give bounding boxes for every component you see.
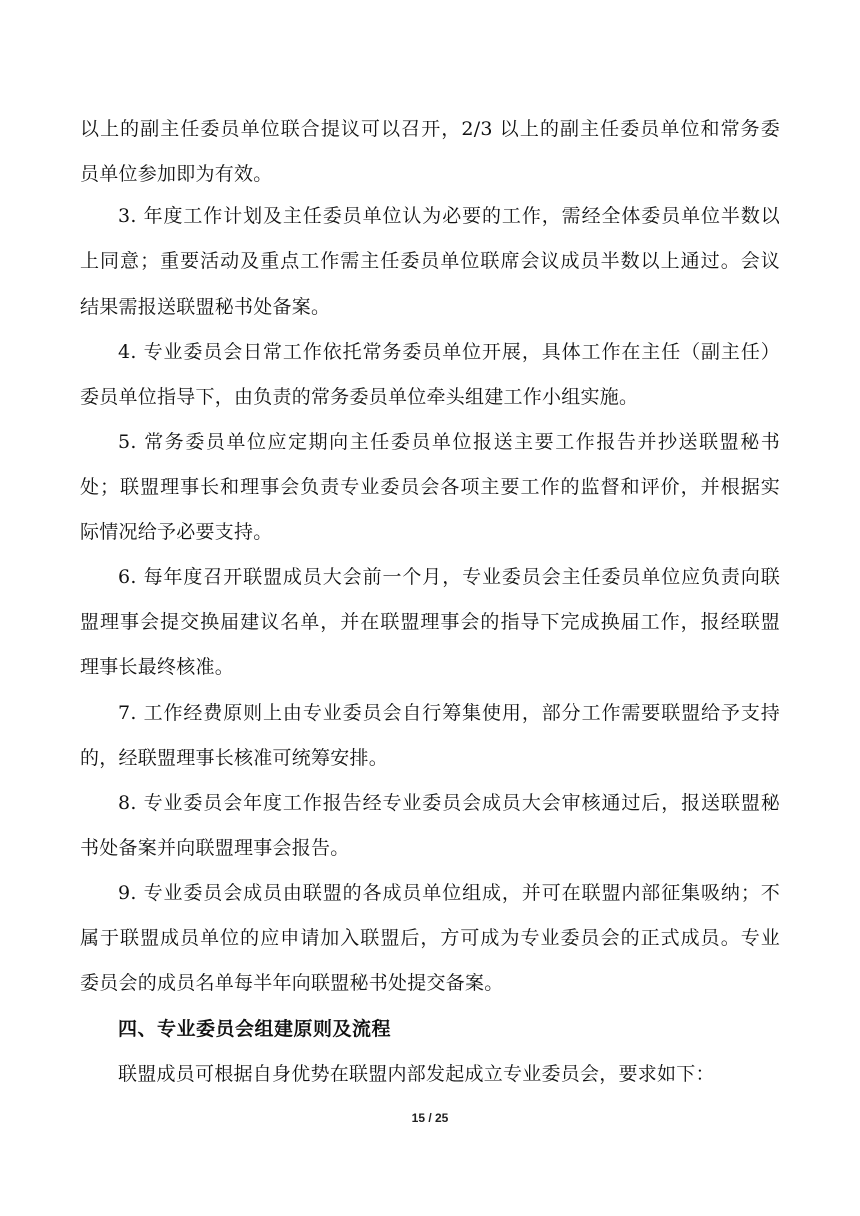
closing-paragraph: 联盟成员可根据自身优势在联盟内部发起成立专业委员会，要求如下： (118, 1063, 715, 1085)
paragraph-3-line: 3. 年度工作计划及主任委员单位认为必要的工作，需经全体委员单位半数以 (118, 205, 780, 227)
paragraph-7-line: 7. 工作经费原则上由专业委员会自行筹集使用，部分工作需要联盟给予支持 (118, 702, 780, 724)
text-line: 属于联盟成员单位的应申请加入联盟后，方可成为专业委员会的正式成员。专业 (80, 927, 780, 949)
text-line: 上同意；重要活动及重点工作需主任委员单位联席会议成员半数以上通过。会议 (80, 250, 780, 272)
section-heading: 四、专业委员会组建原则及流程 (118, 1018, 392, 1040)
text-line: 员单位参加即为有效。 (80, 163, 273, 185)
text-line: 的，经联盟理事长核准可统筹安排。 (80, 747, 389, 769)
text-line: 委员会的成员名单每半年向联盟秘书处提交备案。 (80, 972, 504, 994)
text-line: 委员单位指导下，由负责的常务委员单位牵头组建工作小组实施。 (80, 386, 639, 408)
text-line: 结果需报送联盟秘书处备案。 (80, 296, 331, 318)
text-line: 书处备案并向联盟理事会报告。 (80, 837, 350, 859)
text-line: 盟理事会提交换届建议名单，并在联盟理事会的指导下完成换届工作，报经联盟 (80, 611, 780, 633)
text-line: 处；联盟理事长和理事会负责专业委员会各项主要工作的监督和评价，并根据实 (80, 476, 780, 498)
text-line: 际情况给予必要支持。 (80, 521, 273, 543)
page-number: 15 / 25 (411, 1111, 449, 1125)
paragraph-8-line: 8. 专业委员会年度工作报告经专业委员会成员大会审核通过后，报送联盟秘 (118, 792, 780, 814)
paragraph-9-line: 9. 专业委员会成员由联盟的各成员单位组成，并可在联盟内部征集吸纳；不 (118, 882, 780, 904)
paragraph-5-line: 5. 常务委员单位应定期向主任委员单位报送主要工作报告并抄送联盟秘书 (118, 431, 780, 453)
text-line: 理事长最终核准。 (80, 656, 235, 678)
paragraph-4-line: 4. 专业委员会日常工作依托常务委员单位开展，具体工作在主任（副主任） (118, 341, 780, 363)
text-line: 以上的副主任委员单位联合提议可以召开，2/3 以上的副主任委员单位和常务委 (80, 118, 780, 140)
paragraph-6-line: 6. 每年度召开联盟成员大会前一个月，专业委员会主任委员单位应负责向联 (118, 566, 780, 588)
